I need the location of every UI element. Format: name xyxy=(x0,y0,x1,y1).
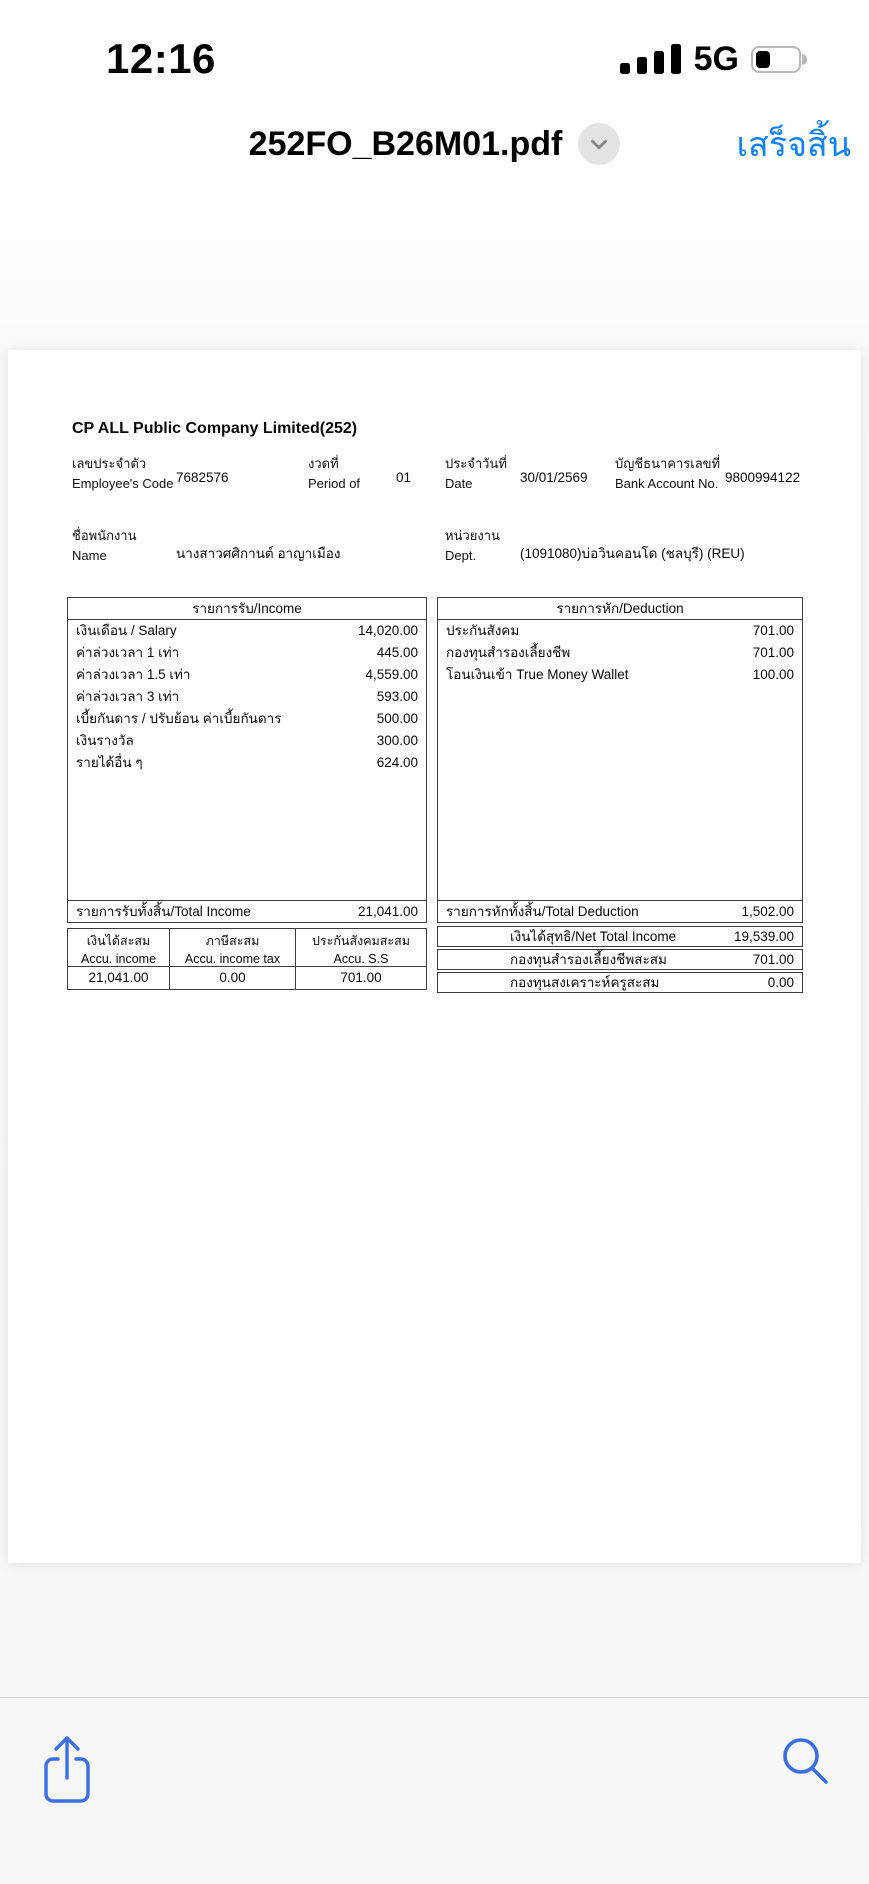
battery-body xyxy=(751,46,801,73)
bank-account-label xyxy=(615,454,720,494)
income-table-header: รายการรับ/Income xyxy=(68,598,426,620)
income-item-amount: 500.00 xyxy=(376,711,418,726)
accu-income-value: 21,041.00 xyxy=(68,967,170,989)
pdf-viewer-header xyxy=(0,100,869,188)
income-item-amount: 445.00 xyxy=(376,645,418,660)
accu-ss-label-th: ประกันสังคมสะสม xyxy=(311,934,411,948)
deduction-item-label: กองทุนสำรองเลี้ยงชีพ xyxy=(446,645,571,660)
table-row xyxy=(68,686,426,708)
battery-icon xyxy=(751,46,807,73)
total-deduction-row xyxy=(438,900,802,922)
table-row xyxy=(438,642,802,664)
table-row xyxy=(68,752,426,774)
employee-name-value: นางสาวศศิกานต์ อาญาเมือง xyxy=(176,546,341,561)
dept-label xyxy=(445,526,500,566)
network-type-label: 5G xyxy=(693,39,739,78)
deduction-item-amount: 701.00 xyxy=(752,623,794,638)
deduction-table xyxy=(437,597,803,923)
total-income-amount: 21,041.00 xyxy=(357,904,418,919)
pvd-accumulated-label: กองทุนสำรองเลี้ยงชีพสะสม xyxy=(510,952,667,967)
income-item-label: ค่าล่วงเวลา 1.5 เท่า xyxy=(76,667,191,682)
accu-ss-value: 701.00 xyxy=(340,970,382,985)
accu-income-label-en: Accu. income xyxy=(80,951,157,966)
table-row xyxy=(68,620,426,642)
search-icon xyxy=(777,1732,833,1788)
chevron-down-icon xyxy=(586,131,612,157)
bank-account-label-th: บัญชีธนาคารเลขที่ xyxy=(615,456,721,471)
income-item-label: รายได้อื่น ๆ xyxy=(76,755,143,770)
period-label-en: Period of xyxy=(308,476,361,492)
accumulated-table xyxy=(67,928,427,990)
teacher-fund-row xyxy=(437,972,803,993)
company-name: CP ALL Public Company Limited(252) xyxy=(72,420,358,437)
income-item-label: ค่าล่วงเวลา 3 เท่า xyxy=(76,689,180,704)
employee-code-label xyxy=(72,454,173,494)
income-item-amount: 624.00 xyxy=(376,755,418,770)
title-menu-button[interactable] xyxy=(578,123,620,165)
table-row xyxy=(68,664,426,686)
net-income-row xyxy=(437,926,803,947)
done-button[interactable]: เสร็จสิ้น xyxy=(728,100,859,188)
date-label xyxy=(445,454,507,494)
total-income-label: รายการรับทั้งสิ้น/Total Income xyxy=(76,904,251,919)
total-income-row xyxy=(68,900,426,922)
accu-tax-label-en: Accu. income tax xyxy=(184,951,281,966)
employee-name-label-th: ชื่อพนักงาน xyxy=(72,528,137,543)
deduction-table-spacer xyxy=(438,686,802,900)
share-icon xyxy=(38,1732,96,1808)
income-item-amount: 4,559.00 xyxy=(365,667,418,682)
pvd-accumulated-row xyxy=(437,949,803,970)
period-label-th: งวดที่ xyxy=(308,456,339,471)
accu-ss-header xyxy=(296,929,426,967)
income-item-amount: 593.00 xyxy=(376,689,418,704)
income-item-label: เงินรางวัล xyxy=(76,733,134,748)
accu-income-label-th: เงินได้สะสม xyxy=(86,934,151,948)
income-table-spacer xyxy=(68,774,426,900)
accu-ss-label-en: Accu. S.S xyxy=(333,951,389,966)
deduction-item-amount: 100.00 xyxy=(752,667,794,682)
date-value: 30/01/2569 xyxy=(520,470,588,485)
dept-label-en: Dept. xyxy=(445,548,477,564)
accu-tax-label-th: ภาษีสะสม xyxy=(205,934,260,948)
income-item-label: เบี้ยกันดาร / ปรับย้อน ค่าเบี้ยกันดาร xyxy=(76,711,282,726)
employee-code-label-th: เลขประจำตัว xyxy=(72,456,147,471)
deduction-item-amount: 701.00 xyxy=(752,645,794,660)
pvd-accumulated-amount: 701.00 xyxy=(752,952,794,967)
pdf-page xyxy=(8,350,861,1563)
table-row xyxy=(68,642,426,664)
deduction-item-label: โอนเงินเข้า True Money Wallet xyxy=(446,667,629,682)
cellular-signal-icon xyxy=(620,44,682,74)
period-value: 01 xyxy=(396,470,412,485)
bank-account-label-en: Bank Account No. xyxy=(615,476,719,492)
dept-value: (1091080)บ่อวินคอนโด (ชลบุรี) (REU) xyxy=(520,546,745,561)
employee-code-value: 7682576 xyxy=(176,470,229,485)
teacher-fund-label: กองทุนสงเคราะห์ครูสะสม xyxy=(510,975,660,990)
table-row xyxy=(438,664,802,686)
deduction-table-header: รายการหัก/Deduction xyxy=(438,598,802,620)
net-income-amount: 19,539.00 xyxy=(733,929,794,944)
dept-label-th: หน่วยงาน xyxy=(445,528,500,543)
employee-name-label xyxy=(72,526,137,566)
share-button[interactable] xyxy=(38,1732,96,1811)
table-row xyxy=(438,620,802,642)
income-table xyxy=(67,597,427,923)
total-deduction-label: รายการหักทั้งสิ้น/Total Deduction xyxy=(446,904,639,919)
income-item-label: ค่าล่วงเวลา 1 เท่า xyxy=(76,645,180,660)
income-item-amount: 300.00 xyxy=(376,733,418,748)
income-item-amount: 14,020.00 xyxy=(357,623,418,638)
bank-account-value: 9800994122 xyxy=(725,470,801,485)
period-label xyxy=(308,454,360,494)
total-deduction-amount: 1,502.00 xyxy=(741,904,794,919)
bottom-toolbar xyxy=(0,1697,869,1884)
status-bar xyxy=(0,0,869,100)
table-row xyxy=(68,708,426,730)
employee-name-label-en: Name xyxy=(72,548,107,564)
battery-level xyxy=(756,51,770,68)
income-item-label: เงินเดือน / Salary xyxy=(76,623,177,638)
document-title: 252FO_B26M01.pdf xyxy=(248,124,563,163)
date-label-th: ประจำวันที่ xyxy=(445,456,507,471)
date-label-en: Date xyxy=(445,476,473,492)
teacher-fund-amount: 0.00 xyxy=(767,975,794,990)
deduction-item-label: ประกันสังคม xyxy=(446,623,520,638)
employee-code-label-en: Employee's Code xyxy=(72,476,174,492)
accu-tax-value: 0.00 xyxy=(170,967,296,989)
status-indicators xyxy=(620,40,807,79)
table-row xyxy=(68,730,426,752)
net-income-label: เงินได้สุทธิ/Net Total Income xyxy=(510,929,677,944)
pdf-viewer-canvas[interactable] xyxy=(0,188,869,1697)
accu-income-header xyxy=(68,929,170,967)
accu-tax-header xyxy=(170,929,296,967)
status-time: 12:16 xyxy=(106,35,216,82)
search-button[interactable] xyxy=(777,1732,833,1791)
battery-nub xyxy=(802,54,807,65)
